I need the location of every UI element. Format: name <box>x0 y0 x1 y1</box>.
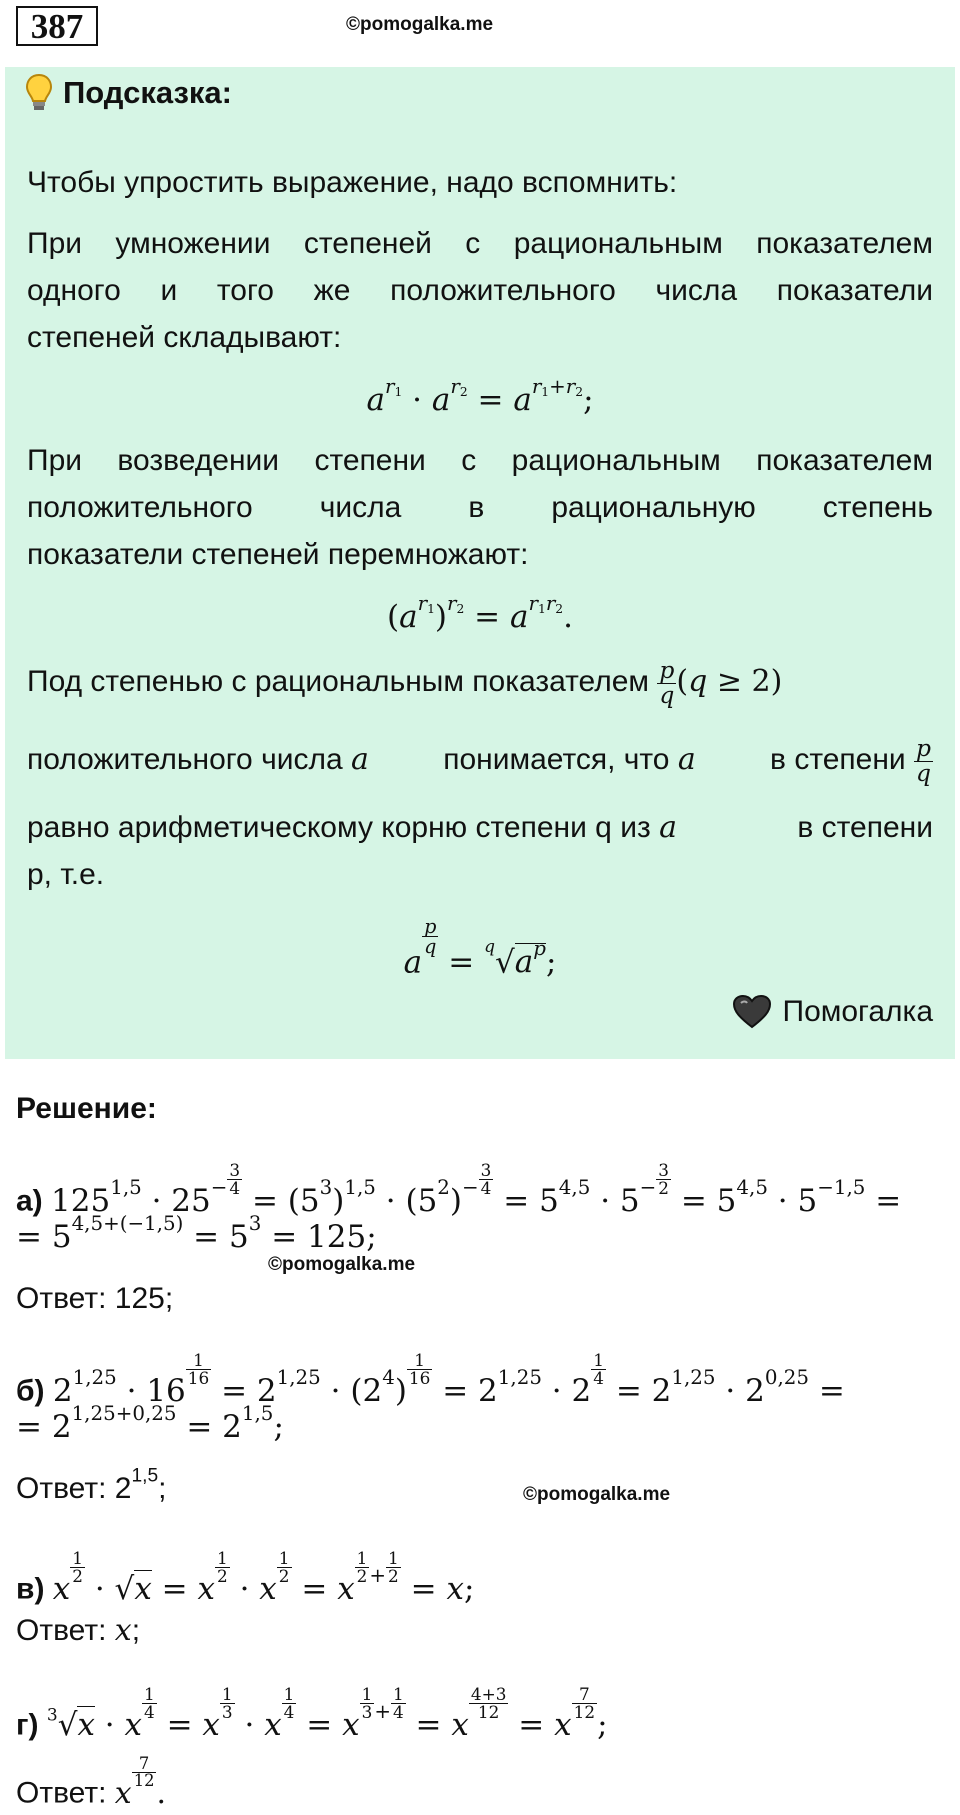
hint-box <box>5 67 955 1059</box>
rule3-text: Под степенью с рациональным показателем <box>27 665 650 698</box>
rule1-line1: При умножении степеней с рациональным показателем <box>27 227 933 260</box>
answer-label: Ответ: <box>16 1282 107 1315</box>
problem-number: 387 <box>16 6 98 46</box>
part-b-line1: б) $2^{1,25} \cdot 16$ $^{\frac{1}{16}}$ = $2^{1,25} \cdot (2^4)$ $^{\frac{1}{16}}$ = $2^{1,25} \cdot 2$ $^{\frac{1}{4}}$ = $2^{1,25} \cdot 2^{0,25}$ = <box>16 1350 845 1409</box>
rule3-line3a: равно арифметическому корню степени q из <box>27 811 651 844</box>
rule3-line2a: положительного числа <box>27 743 343 776</box>
part-v-label: в) <box>16 1572 45 1606</box>
rule2-line3: показатели степеней перемножают: <box>27 538 529 571</box>
part-b-label: б) <box>16 1374 45 1408</box>
answer-label: Ответ: <box>16 1614 107 1647</box>
part-a-line1: а) $125^{1,5} \cdot 25^{- \frac{3}{4}}$ = $(5^3)^{1,5} \cdot (5^2)^{- \frac{3}{4}}$ = $5^{4,5} \cdot 5^{- \frac{3}{2}}$ = $5^{4,5} \cdot 5^{-1,5}$ = <box>16 1160 902 1219</box>
hint-title: Подсказка: <box>63 75 232 110</box>
answer-label: Ответ: <box>16 1472 107 1505</box>
brand <box>733 995 934 1029</box>
part-b-line2: = $2^{1,25+0,25} = 2^{1,5}$; <box>16 1402 284 1445</box>
rule3-line2: положительного числа a понимается, что a в степени $\frac{p}{q}$ <box>27 734 931 787</box>
rule2-line2: положительного числа в рациональную степень <box>27 491 933 524</box>
part-a-answer <box>16 1278 173 1320</box>
heart-icon <box>733 995 771 1029</box>
formula-power: $(a^{r_1})^{r_2} = a^{r_1r_2}$. <box>387 592 573 635</box>
part-g-answer: Ответ: x $^{\frac{7}{12}}$ . <box>16 1754 167 1811</box>
part-b-answer: Ответ: 2$^{1,5}$; <box>16 1465 167 1505</box>
rule3-line3: равно арифметическому корню степени q из a в степени <box>27 804 933 851</box>
answer-label: Ответ: <box>16 1776 107 1810</box>
brand-label: Помогалка <box>782 995 933 1028</box>
watermark: ©pomogalka.me <box>523 1484 671 1505</box>
watermark: ©pomogalka.me <box>346 14 494 35</box>
rule3-line2c: в степени <box>770 743 906 776</box>
rule3-line1: Под степенью с рациональным показателем $\frac{p}{q}$ (q ≥ 2) <box>27 656 783 709</box>
rule1-line3: степеней складывают: <box>27 321 342 354</box>
rule3-line4: p, т.е. <box>27 858 105 891</box>
part-g-line1: г) $^3$√x · x $^{\frac{1}{4}}$ = x $^{\frac{1}{3}}$ · x $^{\frac{1}{4}}$ = x $^{\frac{1}{3} + \frac{1}{4}}$ = x $^{\frac{4+3}{12}}$ = x $^{\frac{7}{12}}$ ; <box>16 1684 608 1743</box>
rule2-line1: При возведении степени с рациональным показателем <box>27 444 933 477</box>
formula-product: $a^{r_1} \cdot a^{r_2} = a^{r_1+r_2}$; <box>366 375 594 418</box>
rule1-line2: одного и того же положительного числа показатели <box>27 274 933 307</box>
solution-title: Решение: <box>16 1092 157 1125</box>
watermark: ©pomogalka.me <box>268 1254 416 1275</box>
lightbulb-icon <box>25 73 53 113</box>
part-v-answer: Ответ: x; <box>16 1613 141 1648</box>
formula-root: a $\frac{p}{q}$ = $^q√a^p$; <box>403 915 557 981</box>
part-v-line1: в) x $^{\frac{1}{2}}$ · √x = x $^{\frac{1}{2}}$ · x $^{\frac{1}{2}}$ = x $^{\frac{1}{2} + \frac{1}{2}}$ = x; <box>16 1548 475 1607</box>
hint-intro: Чтобы упростить выражение, надо вспомнить: <box>27 166 678 199</box>
rule3-line3b: в степени <box>797 811 933 844</box>
rule3-line2b: понимается, что <box>443 743 670 776</box>
part-a-label: а) <box>16 1184 43 1218</box>
part-a-line2: = $5^{4,5+(-1,5)} = 5^3 = 125$; <box>16 1212 377 1255</box>
answer-value: 125; <box>114 1282 174 1315</box>
part-g-label: г) <box>16 1708 39 1742</box>
